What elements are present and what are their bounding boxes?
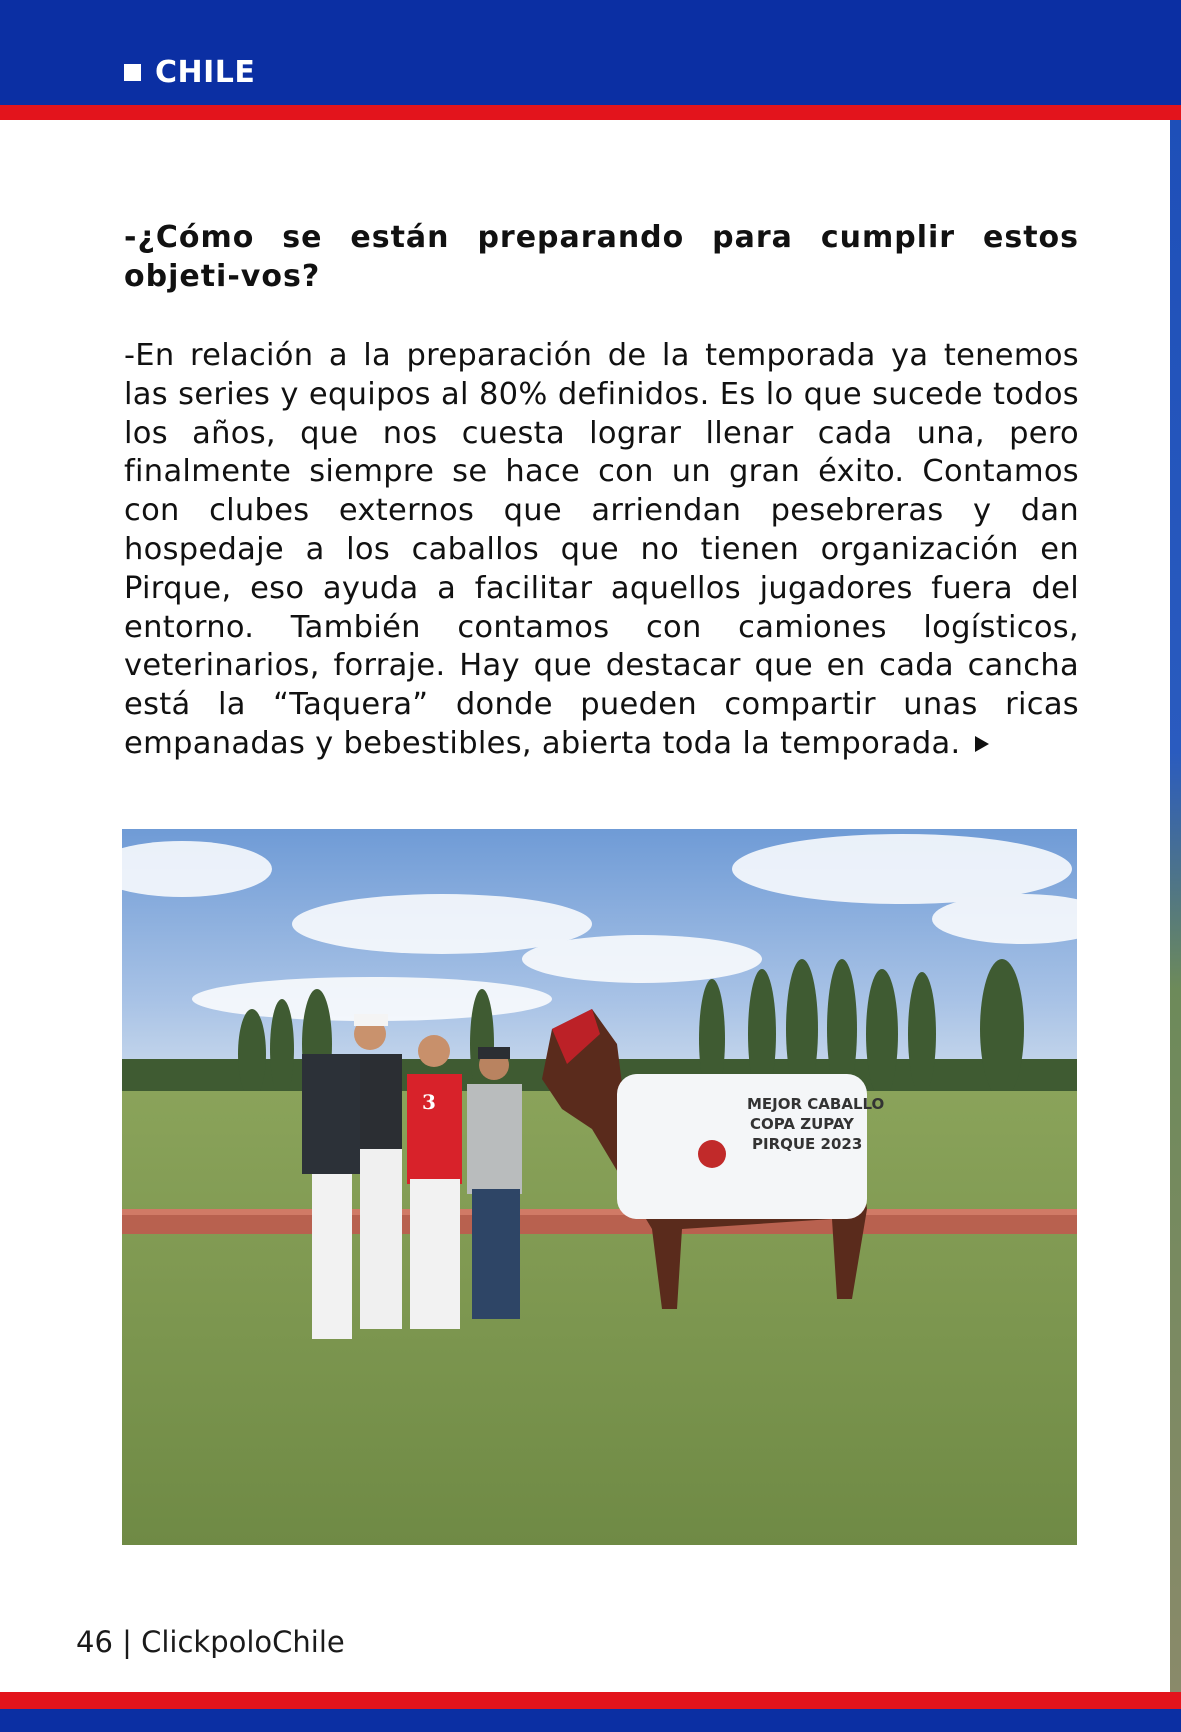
footer-separator: | [122, 1625, 132, 1659]
blanket-line-1: MEJOR CABALLO [747, 1095, 885, 1113]
polo-horse-photo [122, 829, 1077, 1545]
header-red-stripe [0, 105, 1181, 120]
blanket-line-3: PIRQUE 2023 [752, 1135, 863, 1153]
publication-name: ClickpoloChile [141, 1625, 345, 1659]
section-label [124, 52, 255, 92]
page-footer [76, 1625, 345, 1659]
play-triangle-icon [975, 736, 989, 752]
section-label-text: CHILE [155, 54, 256, 90]
page-edge-strip [1170, 120, 1181, 1700]
interview-answer [124, 337, 1079, 764]
footer-red-stripe [0, 1692, 1181, 1709]
square-bullet-icon [124, 64, 141, 81]
footer-blue-bar [0, 1709, 1181, 1732]
answer-text: -En relación a la preparación de la temporada ya tenemos las series y equipos al 80% definidos. Es lo que sucede todos los años, que nos cuesta lograr llenar cada una, pero finalmente siempre se hace con un gran éxito. Contamos con clubes externos que arriendan pesebreras y dan hospedaje a los caballos que no tienen organización en Pirque, eso ayuda a facilitar aquellos jugadores fuera del entorno. También contamos con camiones logísticos, veterinarios, forraje. Hay que destacar que en cada cancha está la “Taquera” donde pueden compartir unas ricas empanadas y bebestibles, abierta toda la temporada. [124, 338, 1079, 761]
interview-question: -¿Cómo se están preparando para cumplir estos objeti-vos? [124, 220, 1079, 294]
article-photo [122, 829, 1077, 1545]
jersey-number: 3 [422, 1090, 436, 1114]
blanket-line-2: COPA ZUPAY [750, 1115, 854, 1133]
page-number: 46 [76, 1625, 113, 1659]
